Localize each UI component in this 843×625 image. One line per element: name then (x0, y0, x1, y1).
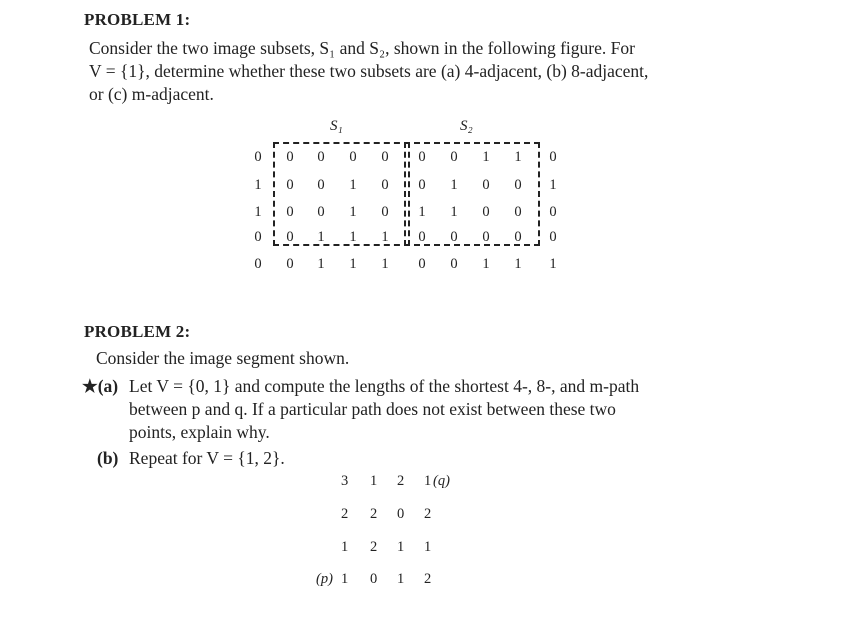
matrix-cell: 0 (381, 149, 389, 165)
matrix-cell: 0 (549, 204, 557, 220)
part-b-marker: (b) (97, 448, 119, 468)
matrix-cell: 0 (254, 256, 262, 272)
segment-cell: 1 (397, 571, 405, 587)
part-a-line2: between p and q. If a particular path does not exist between these two (129, 399, 616, 419)
matrix-cell: 0 (286, 177, 294, 193)
matrix-cell: 1 (317, 256, 325, 272)
segment-cell: 1 (424, 473, 432, 489)
segment-cell: 2 (424, 571, 432, 587)
problem1-line2: V = {1}, determine whether these two subsets are (a) 4-adjacent, (b) 8-adjacent, (89, 61, 649, 81)
matrix-cell: 0 (317, 204, 325, 220)
part-a-line3: points, explain why. (129, 422, 270, 442)
problem2-heading: PROBLEM 2: (84, 322, 191, 341)
matrix-cell: 0 (254, 149, 262, 165)
matrix-cell: 0 (381, 204, 389, 220)
matrix-cell: 0 (286, 149, 294, 165)
segment-cell: 1 (370, 473, 378, 489)
matrix-cell: 0 (482, 177, 490, 193)
q-label: (q) (433, 473, 450, 489)
problem1-text (89, 37, 789, 106)
segment-cell: 0 (397, 506, 405, 522)
s2-label: S₂ (460, 118, 473, 134)
matrix-cell: 0 (482, 229, 490, 245)
matrix-cell: 1 (549, 256, 557, 272)
matrix-cell: 0 (514, 229, 522, 245)
matrix-cell: 1 (317, 229, 325, 245)
matrix-cell: 1 (349, 204, 357, 220)
matrix-cell: 0 (349, 149, 357, 165)
matrix-cell: 0 (254, 229, 262, 245)
problem1-line3: or (c) m-adjacent. (89, 84, 214, 104)
matrix-cell: 0 (549, 229, 557, 245)
matrix-cell: 0 (286, 204, 294, 220)
matrix-cell: 1 (254, 177, 262, 193)
matrix-cell: 0 (450, 256, 458, 272)
matrix-cell: 1 (381, 256, 389, 272)
p-label: (p) (316, 571, 333, 587)
segment-cell: 0 (370, 571, 378, 587)
matrix-cell: 0 (317, 177, 325, 193)
segment-cell: 1 (397, 539, 405, 555)
matrix-cell: 1 (482, 256, 490, 272)
segment-cell: 1 (341, 539, 349, 555)
segment-cell: 1 (424, 539, 432, 555)
part-a-text (129, 375, 729, 444)
matrix-cell: 0 (286, 256, 294, 272)
part-b-text: Repeat for V = {1, 2}. (129, 448, 285, 468)
segment-cell: 2 (370, 539, 378, 555)
matrix-cell: 1 (349, 229, 357, 245)
matrix-cell: 0 (450, 149, 458, 165)
matrix-cell: 0 (418, 229, 426, 245)
matrix-cell: 0 (514, 204, 522, 220)
matrix-cell: 1 (514, 256, 522, 272)
s1-label: S₁ (330, 118, 343, 134)
matrix-cell: 1 (514, 149, 522, 165)
matrix-cell: 1 (450, 177, 458, 193)
matrix-cell: 0 (450, 229, 458, 245)
matrix-cell: 1 (418, 204, 426, 220)
part-a-line1: Let V = {0, 1} and compute the lengths of the shortest 4-, 8-, and m-path (129, 376, 640, 396)
matrix-cell: 1 (381, 229, 389, 245)
segment-cell: 2 (370, 506, 378, 522)
matrix-cell: 0 (482, 204, 490, 220)
part-a-marker: ★(a) (82, 376, 119, 396)
segment-cell: 2 (424, 506, 432, 522)
problem2-intro: Consider the image segment shown. (96, 348, 350, 368)
matrix-cell: 0 (317, 149, 325, 165)
matrix-cell: 0 (418, 177, 426, 193)
matrix-cell: 1 (254, 204, 262, 220)
matrix-cell: 0 (514, 177, 522, 193)
matrix-cell: 1 (482, 149, 490, 165)
matrix-cell: 1 (549, 177, 557, 193)
problem1-heading: PROBLEM 1: (84, 10, 191, 29)
matrix-cell: 0 (549, 149, 557, 165)
segment-cell: 1 (341, 571, 349, 587)
matrix-cell: 1 (450, 204, 458, 220)
matrix-cell: 0 (381, 177, 389, 193)
matrix-cell: 1 (349, 256, 357, 272)
matrix-cell: 0 (418, 256, 426, 272)
segment-cell: 2 (341, 506, 349, 522)
matrix-cell: 0 (286, 229, 294, 245)
matrix-cell: 0 (418, 149, 426, 165)
matrix-cell: 1 (349, 177, 357, 193)
segment-cell: 3 (341, 473, 349, 489)
problem1-line1: Consider the two image subsets, S₁ and S₂, shown in the following figure. For (89, 38, 635, 58)
segment-cell: 2 (397, 473, 405, 489)
